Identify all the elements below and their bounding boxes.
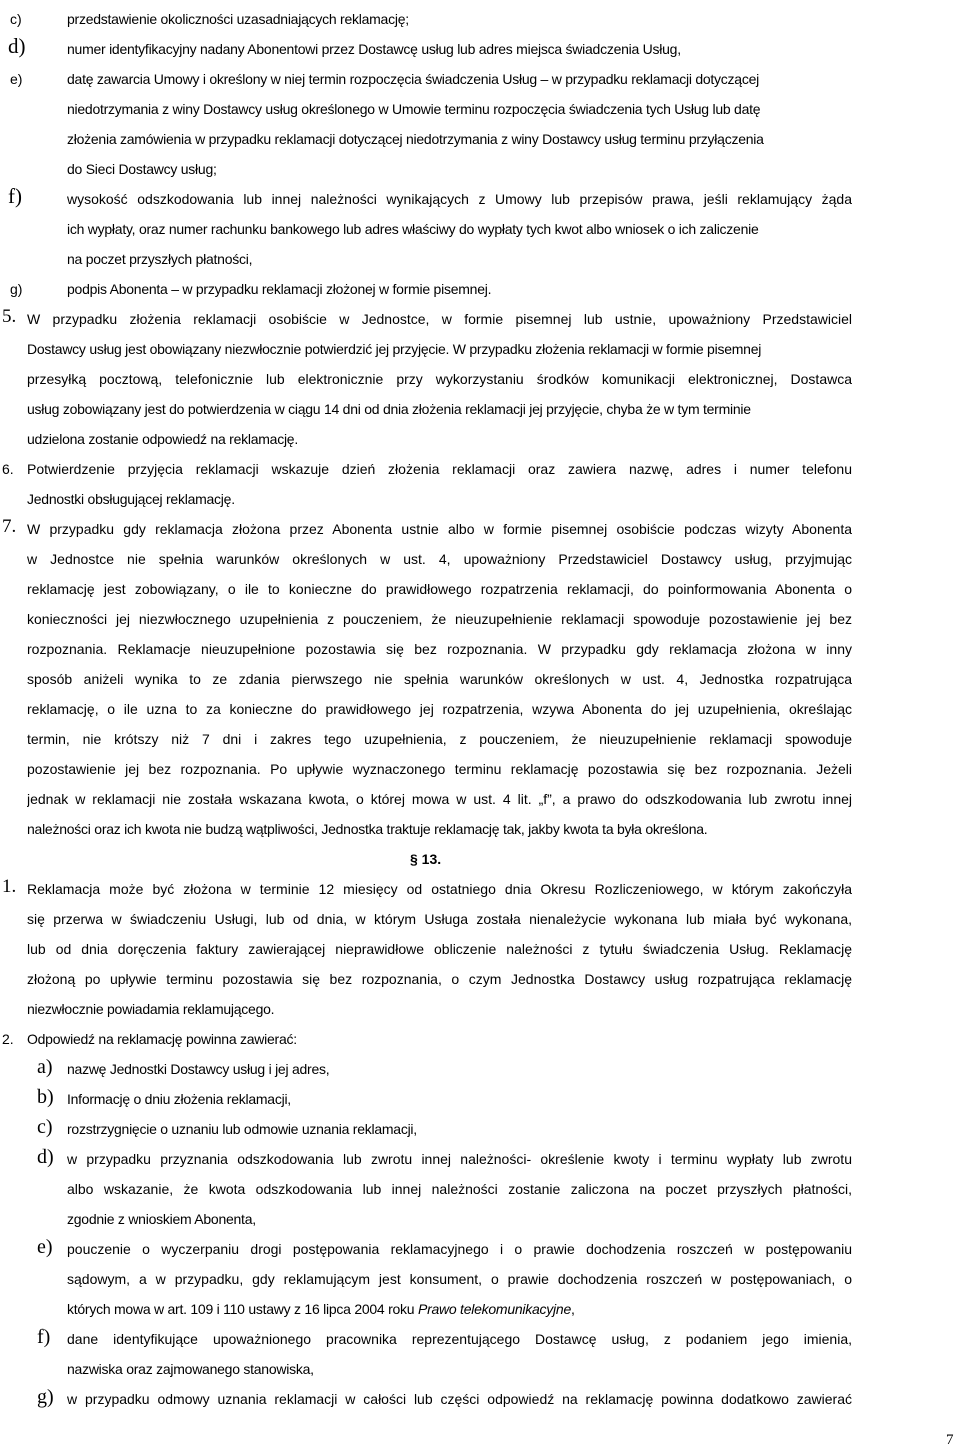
document-line — [0, 489, 960, 519]
document-line — [0, 339, 960, 369]
text-run: termin, nie krótszy niż 7 dni i zakres tego uzupełnienia, z pouczeniem, że nieuzupełnienie reklamacji spowoduje — [27, 731, 852, 747]
text-run: złożoną po upływie terminu pozostawia się bez rozpoznania, o czym Jednostka Dostawcy usług rozpatrująca reklamację — [27, 971, 852, 987]
paragraph-text — [27, 909, 852, 929]
text-run: sposób aniżeli wynika to ze zdania pierwszego nie spełnia warunków określonych w ust. 4, Jednostka rozpatrująca — [27, 671, 852, 687]
paragraph-text — [67, 219, 759, 239]
document-line — [0, 516, 960, 549]
text-run: konieczności jej niezwłocznego uzupełnienia z pouczeniem, że nieuzupełnienie reklamacji spowoduje pozostawienie jej bez — [27, 611, 852, 627]
text-run: niezwłocznie powiadamia reklamującego. — [27, 1001, 275, 1017]
paragraph-text — [67, 1329, 852, 1349]
document-line — [0, 159, 960, 189]
document-line — [0, 819, 960, 849]
paragraph-text — [67, 1359, 314, 1379]
paragraph-text — [67, 1269, 852, 1289]
paragraph-text — [27, 999, 274, 1019]
document-line — [0, 549, 960, 579]
document-line — [0, 669, 960, 699]
document-line — [0, 399, 960, 429]
list-marker: d) — [8, 34, 26, 58]
text-run: rozpoznania. Reklamacje nieuzupełnione pozostawia się bez rozpoznania. W przypadku gdy reklamacja złożona w inny — [27, 641, 852, 657]
document-line — [0, 1209, 960, 1239]
document-line — [0, 699, 960, 729]
document-line — [0, 69, 960, 99]
document-line — [0, 1326, 960, 1359]
text-run: udzielona zostanie odpowiedź na reklamację. — [27, 431, 298, 447]
text-run: wysokość odszkodowania lub innej należności wynikających z Umowy lub przepisów prawa, jeśli reklamujący żąda — [67, 191, 852, 207]
text-run: nazwiska oraz zajmowanego stanowiska, — [67, 1361, 314, 1377]
paragraph-text — [27, 939, 852, 959]
text-run: datę zawarcia Umowy i określony w niej termin rozpoczęcia świadczenia Usług – w przypadku reklamacji dotyczącej — [67, 71, 759, 87]
paragraph-text — [27, 639, 852, 659]
text-run: Jednostki obsługującej reklamację. — [27, 491, 235, 507]
text-run: do Sieci Dostawcy usług; — [67, 161, 217, 177]
document-line — [0, 129, 960, 159]
text-run: przesyłką pocztową, telefonicznie lub elektronicznie przy wykorzystaniu środków komunikacji elektronicznej, Dostawca — [27, 371, 852, 387]
text-run: w Jednostce nie spełnia warunków określonych w ust. 4, upoważniony Przedstawiciel Dostawcy usług, przyjmując — [27, 551, 852, 567]
document-line — [0, 369, 960, 399]
paragraph-text — [27, 429, 298, 449]
paragraph-text — [27, 879, 852, 899]
text-run: należności oraz ich kwota nie budzą wątpliwości, Jednostka traktuje reklamację tak, jakby kwota ta była określona. — [27, 821, 708, 837]
document-line — [0, 909, 960, 939]
document-line — [0, 306, 960, 339]
document-line — [0, 1146, 960, 1179]
paragraph-text — [27, 399, 751, 419]
paragraph-text — [27, 819, 707, 839]
text-run: pozostawienie jej bez rozpoznania. Po upływie wyznaczonego terminu reklamację pozostawia się bez rozpoznania. Jeżeli — [27, 761, 852, 777]
text-run: reklamację jest zobowiązany, o ile to konieczne do prawidłowego rozpatrzenia reklamacji, do poinformowania Abonenta o — [27, 581, 852, 597]
document-line — [0, 219, 960, 249]
paragraph-text — [67, 1089, 291, 1109]
list-marker: e) — [37, 1236, 53, 1258]
document-line — [0, 1359, 960, 1389]
section-heading: § 13. — [410, 851, 442, 867]
text-run: Dostawcy usług jest obowiązany niezwłocznie potwierdzić jej przyjęcie. W przypadku złożenia reklamacji w formie pisemnej — [27, 341, 762, 357]
document-line — [0, 876, 960, 909]
document-line — [0, 184, 960, 219]
paragraph-text — [27, 459, 852, 479]
text-run: dane identyfikujące upoważnionego pracownika reprezentującego Dostawcę usług, z podaniem jego imienia, — [67, 1331, 852, 1347]
text-run: Informację o dniu złożenia reklamacji, — [67, 1091, 291, 1107]
paragraph-text — [67, 189, 852, 209]
list-marker: d) — [37, 1146, 54, 1168]
text-run: w przypadku odmowy uznania reklamacji w całości lub części odpowiedź na reklamację powinna dodatkowo zawierać — [67, 1391, 852, 1407]
document-line — [0, 609, 960, 639]
paragraph-text — [27, 549, 852, 569]
document-line — [0, 789, 960, 819]
document-line — [0, 849, 960, 879]
paragraph-text — [67, 159, 217, 179]
paragraph-text — [27, 489, 235, 509]
text-run: w przypadku przyznania odszkodowania lub zwrotu innej należności- określenie kwoty i terminu wypłaty lub zwrotu — [67, 1151, 852, 1167]
paragraph-text — [67, 1119, 417, 1139]
document-line — [0, 34, 960, 69]
paragraph-text — [67, 39, 681, 59]
paragraph-text — [67, 1209, 256, 1229]
text-run: podpis Abonenta – w przypadku reklamacji złożonej w formie pisemnej. — [67, 281, 492, 297]
list-marker: b) — [37, 1086, 54, 1108]
text-run: których mowa w art. 109 i 110 ustawy z 16 lipca 2004 roku — [67, 1301, 418, 1317]
list-marker: c) — [10, 11, 22, 27]
text-run: złożenia zamówienia w przypadku reklamacji dotyczącej niedotrzymania z winy Dostawcy usług terminu przyłączenia — [67, 131, 764, 147]
paragraph-text — [67, 9, 409, 29]
text-run: usług zobowiązany jest do potwierdzenia w ciągu 14 dni od dnia złożenia reklamacji jej przyjęcie, chyba że w tym terminie — [27, 401, 751, 417]
text-run: Potwierdzenie przyjęcia reklamacji wskazuje dzień złożenia reklamacji oraz zawiera nazwę, adres i numer telefonu — [27, 461, 852, 477]
paragraph-text — [27, 1029, 297, 1049]
text-run: przedstawienie okoliczności uzasadniających reklamację; — [67, 11, 409, 27]
paragraph-text — [27, 309, 852, 329]
text-run: pouczenie o wyczerpaniu drogi postępowania reklamacyjnego i o prawie dochodzenia roszczeń w postępowaniu — [67, 1241, 852, 1257]
paragraph-text — [27, 789, 852, 809]
list-marker: 2. — [2, 1031, 14, 1047]
text-run: na poczet przyszłych płatności, — [67, 251, 253, 267]
document-line — [0, 999, 960, 1029]
list-marker: e) — [10, 71, 23, 87]
document-line — [0, 1236, 960, 1269]
list-marker: 6. — [2, 461, 14, 477]
paragraph-text — [67, 1179, 852, 1199]
paragraph-text — [27, 699, 852, 719]
document-line — [0, 1116, 960, 1149]
page-number: 7 — [946, 1432, 954, 1448]
text-run: W przypadku gdy reklamacja złożona przez Abonenta ustnie albo w formie pisemnej osobiście podczas wizyty Abonenta — [27, 521, 852, 537]
paragraph-text — [27, 759, 852, 779]
text-run: zgodnie z wnioskiem Abonenta, — [67, 1211, 256, 1227]
list-marker: g) — [37, 1386, 54, 1408]
text-run: albo wskazanie, że kwota odszkodowania lub innej należności zostanie zaliczona na poczet przyszłych płatności, — [67, 1181, 852, 1197]
list-marker: 5. — [2, 306, 17, 327]
document-line — [0, 1386, 960, 1419]
text-run: jednak w reklamacji nie została wskazana kwota, o której mowa w ust. 4 lit. „f”, a prawo do odszkodowania lub zwrotu innej — [27, 791, 852, 807]
text-run: Reklamacja może być złożona w terminie 12 miesięcy od ostatniego dnia Okresu Rozliczeniowego, w którym zakończyła — [27, 881, 852, 897]
paragraph-text — [27, 969, 852, 989]
document-line — [0, 1179, 960, 1209]
paragraph-text — [67, 279, 491, 299]
paragraph-text — [27, 339, 761, 359]
paragraph-text — [67, 1059, 329, 1079]
paragraph-text — [27, 369, 852, 389]
document-line — [0, 99, 960, 129]
text-run: się przerwa w świadczeniu Usługi, lub od dnia, w którym Usługa została nienależycie wykonana lub miała być wykonana, — [27, 911, 852, 927]
list-marker: f) — [37, 1326, 51, 1348]
list-marker: c) — [37, 1116, 53, 1138]
paragraph-text — [67, 1149, 852, 1169]
document-line — [0, 1086, 960, 1119]
list-marker: 7. — [2, 516, 17, 537]
document-line — [0, 969, 960, 999]
paragraph-text — [67, 249, 252, 269]
document-line — [0, 639, 960, 669]
document-line — [0, 759, 960, 789]
italic-text: Prawo telekomunikacyjne — [417, 1301, 571, 1317]
document-line — [0, 459, 960, 489]
document-line — [0, 579, 960, 609]
list-marker: g) — [10, 281, 23, 297]
paragraph-text — [67, 1239, 852, 1259]
document-line — [0, 1029, 960, 1059]
text-run: reklamację, o ile uzna to za konieczne do prawidłowego jej rozpatrzenia, wzywa Abonenta do jej uzupełnienia, określając — [27, 701, 852, 717]
paragraph-text — [27, 609, 852, 629]
text-run: , — [570, 1301, 575, 1317]
text-run: ich wypłaty, oraz numer rachunku bankowego lub adres właściwy do wypłaty tych kwot albo wniosek o ich zaliczenie — [67, 221, 759, 237]
text-run: W przypadku złożenia reklamacji osobiście w Jednostce, w formie pisemnej lub ustnie, upoważniony Przedstawiciel — [27, 311, 852, 327]
paragraph-text — [67, 129, 764, 149]
paragraph-text — [27, 729, 852, 749]
document-line — [0, 9, 960, 39]
text-run: sądowym, a w przypadku, gdy reklamującym jest konsument, o prawie dochodzenia roszczeń w postępowaniach, o — [67, 1271, 852, 1287]
paragraph-text — [67, 99, 760, 119]
text-run: rozstrzygnięcie o uznaniu lub odmowie uznania reklamacji, — [67, 1121, 417, 1137]
paragraph-text — [27, 669, 852, 689]
text-run: Odpowiedź na reklamację powinna zawierać: — [27, 1031, 297, 1047]
text-run: niedotrzymania z winy Dostawcy usług określonego w Umowie terminu rozpoczęcia świadczenia tych Usług lub datę — [67, 101, 761, 117]
document-line — [0, 729, 960, 759]
text-run: lub od dnia doręczenia faktury zawierającej nieprawidłowe obliczenie należności z tytułu świadczenia Usług. Reklamację — [27, 941, 852, 957]
paragraph-text — [67, 1299, 575, 1319]
document-line — [0, 1056, 960, 1089]
list-marker: a) — [37, 1056, 53, 1078]
paragraph-text — [27, 519, 852, 539]
paragraph-text — [27, 579, 852, 599]
document-line — [0, 249, 960, 279]
document-line — [0, 1299, 960, 1329]
document-line — [0, 1269, 960, 1299]
document-line — [0, 939, 960, 969]
document-line — [0, 279, 960, 309]
list-marker: f) — [8, 184, 22, 208]
paragraph-text — [67, 1389, 852, 1409]
text-run: nazwę Jednostki Dostawcy usług i jej adres, — [67, 1061, 330, 1077]
paragraph-text — [67, 69, 759, 89]
document-line — [0, 429, 960, 459]
list-marker: 1. — [2, 876, 17, 897]
text-run: numer identyfikacyjny nadany Abonentowi przez Dostawcę usług lub adres miejsca świadczenia Usług, — [67, 41, 681, 57]
